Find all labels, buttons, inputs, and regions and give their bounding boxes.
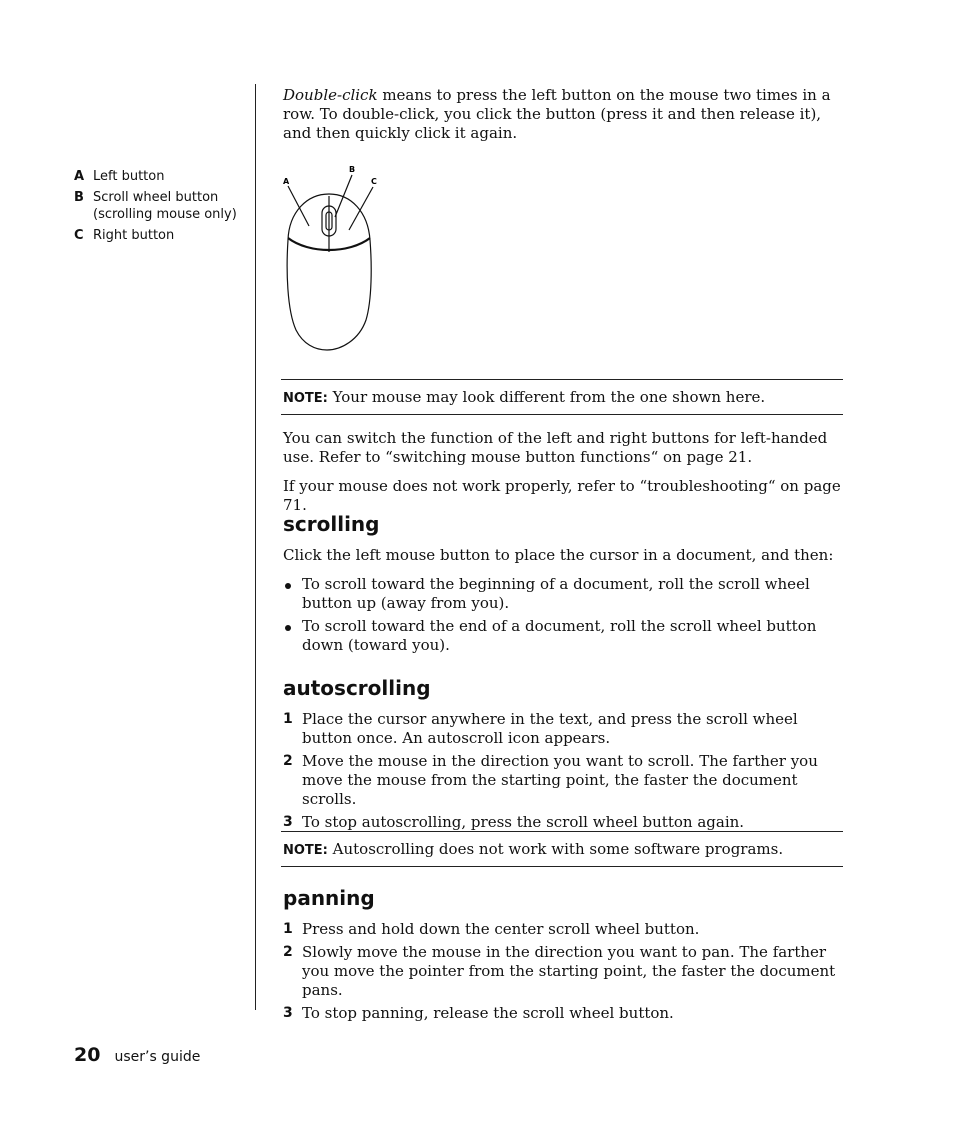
section-heading-autoscrolling: autoscrolling bbox=[283, 676, 431, 700]
intro-paragraph bbox=[283, 86, 843, 143]
list-item bbox=[283, 943, 843, 1000]
step-number: 1 bbox=[283, 711, 293, 727]
legend-item bbox=[74, 227, 249, 244]
step-text: Slowly move the mouse in the direction you want to pan. The farther you move the pointer from the starting point, the faster the document pans. bbox=[302, 943, 836, 999]
step-text: Place the cursor anywhere in the text, and press the scroll wheel button once. An autoscroll icon appears. bbox=[302, 710, 798, 747]
list-item-text: To scroll toward the end of a document, roll the scroll wheel button down (toward you). bbox=[302, 617, 817, 654]
note-box bbox=[281, 379, 843, 415]
diagram-label-a: A bbox=[283, 177, 290, 186]
legend-key: C bbox=[74, 228, 84, 243]
note-label: NOTE: bbox=[283, 843, 328, 858]
diagram-legend bbox=[74, 168, 249, 248]
list-item bbox=[283, 1004, 843, 1023]
paragraph-text: You can switch the function of the left and right buttons for left-handed use. Refer to “switching mouse button functions“ on page 21. bbox=[283, 429, 828, 466]
list-item bbox=[283, 617, 843, 655]
step-number: 2 bbox=[283, 753, 293, 769]
list-item bbox=[283, 752, 843, 809]
mouse-diagram bbox=[279, 160, 389, 355]
step-text: Move the mouse in the direction you want to scroll. The farther you move the mouse from the starting point, the faster the document scrolls. bbox=[302, 752, 818, 808]
diagram-label-b: B bbox=[349, 165, 356, 174]
numbered-list bbox=[283, 920, 843, 1027]
legend-key: B bbox=[74, 190, 84, 205]
numbered-list bbox=[283, 710, 843, 836]
list-item-text: To scroll toward the beginning of a document, roll the scroll wheel button up (away from you). bbox=[302, 575, 810, 612]
step-text: To stop autoscrolling, press the scroll wheel button again. bbox=[302, 813, 745, 831]
bullet-icon bbox=[285, 625, 291, 631]
step-number: 3 bbox=[283, 1005, 293, 1021]
intro-text: means to press the left button on the mouse two times in a row. To double-click, you click the button (press it and then release it), and then quickly click it again. bbox=[283, 86, 831, 142]
legend-item bbox=[74, 189, 249, 223]
note-text: Your mouse may look different from the one shown here. bbox=[327, 388, 766, 406]
diagram-label-c: C bbox=[371, 177, 377, 186]
note-label: NOTE: bbox=[283, 391, 328, 406]
legend-item bbox=[74, 168, 249, 185]
bullet-list bbox=[283, 575, 843, 659]
page-footer bbox=[74, 1044, 200, 1066]
list-item bbox=[283, 920, 843, 939]
legend-key: A bbox=[74, 169, 85, 184]
page-number: 20 bbox=[74, 1044, 101, 1066]
mouse-icon bbox=[287, 175, 373, 350]
document-title: user’s guide bbox=[114, 1049, 201, 1065]
list-item bbox=[283, 710, 843, 748]
legend-label: Left button bbox=[93, 169, 165, 184]
list-item bbox=[283, 575, 843, 613]
column-divider bbox=[255, 84, 256, 1010]
step-text: Press and hold down the center scroll wheel button. bbox=[302, 920, 700, 938]
step-text: To stop panning, release the scroll wheel button. bbox=[302, 1004, 674, 1022]
step-number: 3 bbox=[283, 814, 293, 830]
note-text: Autoscrolling does not work with some software programs. bbox=[327, 840, 784, 858]
paragraph-text: If your mouse does not work properly, refer to “troubleshooting“ on page 71. bbox=[283, 477, 841, 514]
paragraph-text: Click the left mouse button to place the cursor in a document, and then: bbox=[283, 546, 834, 564]
legend-label: Scroll wheel button (scrolling mouse only) bbox=[93, 190, 237, 222]
note-box bbox=[281, 831, 843, 867]
body-paragraph bbox=[283, 429, 843, 467]
section-heading-panning: panning bbox=[283, 886, 375, 910]
intro-term: Double-click bbox=[283, 86, 378, 104]
body-paragraph bbox=[283, 546, 843, 565]
bullet-icon bbox=[285, 583, 291, 589]
step-number: 2 bbox=[283, 944, 293, 960]
legend-label: Right button bbox=[93, 228, 175, 243]
list-item bbox=[283, 813, 843, 832]
step-number: 1 bbox=[283, 921, 293, 937]
section-heading-scrolling: scrolling bbox=[283, 512, 380, 536]
body-paragraph bbox=[283, 477, 843, 515]
